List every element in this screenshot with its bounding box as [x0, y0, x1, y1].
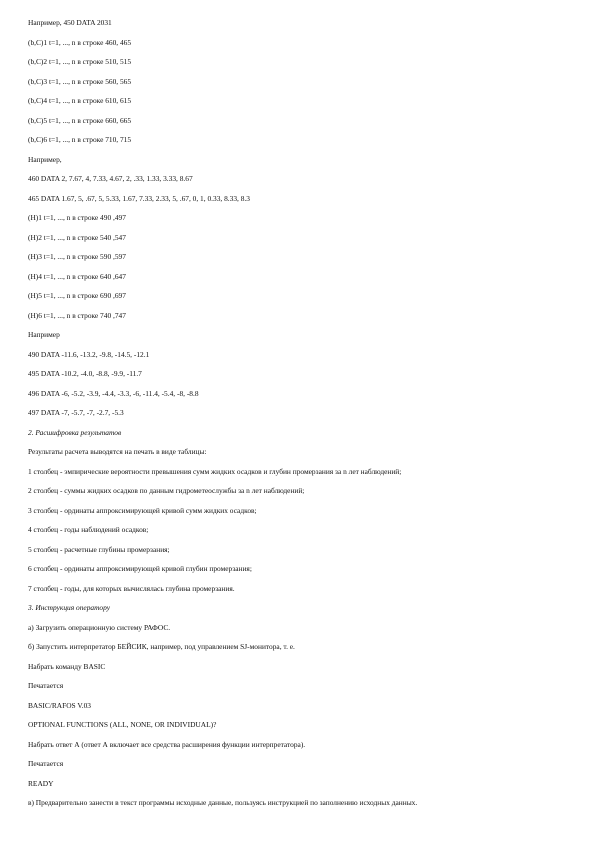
text-line-41: в) Предварительно занести в текст программы исходные данные, пользуясь инструкцией по заполнению исходных данных.: [28, 798, 418, 807]
text-line-13: (Н)3 t=1, ..., n в строке 590 ,597: [28, 252, 126, 261]
text-line-33: б) Запустить интерпретатор БЕЙСИК, например, под управлением SJ-монитора, т. е.: [28, 642, 295, 651]
text-line-11: (Н)1 t=1, ..., n в строке 490 ,497: [28, 213, 126, 222]
text-line-24: 1 столбец - эмпирические вероятности превышения сумм жидких осадков и глубин промерзания за n лет наблюдений;: [28, 466, 402, 476]
text-line-36: BASIC/RAFOS V.03: [28, 700, 91, 710]
text-line-20: 496 DATA -6, -5.2, -3.9, -4.4, -3.3, -6, -11.4, -5.4, -8, -8.8: [28, 388, 199, 398]
text-line-23: Результаты расчета выводятся на печать в виде таблицы:: [28, 447, 207, 456]
text-line-30: 7 столбец - годы, для которых вычислялась глубина промерзания.: [28, 583, 235, 593]
text-line-7: (b,C)6 t=1, ..., n в строке 710, 715: [28, 135, 132, 144]
text-line-3: (b,C)2 t=1, ..., n в строке 510, 515: [28, 57, 132, 66]
text-line-27: 4 столбец - годы наблюдений осадков;: [28, 525, 149, 534]
text-line-34: Набрать команду BASIC: [28, 661, 106, 671]
text-line-17: Например: [28, 330, 60, 339]
text-line-1: Например, 450 DATA 2031: [28, 18, 112, 27]
text-line-8: Например,: [28, 154, 62, 164]
text-line-35: Печатается: [28, 681, 64, 690]
text-line-4: (b,C)3 t=1, ..., n в строке 560, 565: [28, 76, 132, 86]
text-line-38: Набрать ответ А (ответ А включает все средства расширения функции интерпретатора).: [28, 739, 306, 749]
text-line-18: 490 DATA -11.6, -13.2, -9.8, -14.5, -12.1: [28, 349, 150, 359]
text-line-40: READY: [28, 778, 54, 788]
text-line-21: 497 DATA -7, -5.7, -7, -2.7, -5.3: [28, 408, 124, 417]
text-line-2: (b,C)1 t=1, ..., n в строке 460, 465: [28, 37, 132, 47]
text-line-25: 2 столбец - суммы жидких осадков по данным гидрометеослужбы за n лет наблюдений;: [28, 486, 305, 495]
text-line-10: 465 DATA 1.67, 5, .67, 5, 5.33, 1.67, 7.33, 2.33, 5, .67, 0, 1, 0.33, 8.33, 8.3: [28, 193, 250, 203]
text-line-6: (b,C)5 t=1, ..., n в строке 660, 665: [28, 115, 132, 125]
text-line-12: (Н)2 t=1, ..., n в строке 540 ,547: [28, 232, 126, 242]
text-line-16: (Н)6 t=1, ..., n в строке 740 ,747: [28, 310, 126, 320]
text-line-15: (Н)5 t=1, ..., n в строке 690 ,697: [28, 291, 126, 300]
text-line-14: (Н)4 t=1, ..., n в строке 640 ,647: [28, 271, 126, 281]
text-line-26: 3 столбец - ординаты аппроксимирующей кривой сумм жидких осадков;: [28, 505, 257, 515]
text-line-22: 2. Расшифровка результатов: [28, 427, 122, 437]
text-line-28: 5 столбец - расчетные глубины промерзания;: [28, 544, 170, 554]
text-line-37: OPTIONAL FUNCTIONS (ALL, NONE, OR INDIVIDUAL)?: [28, 720, 217, 729]
text-line-9: 460 DATA 2, 7.67, 4, 7.33, 4.67, 2, .33, 1.33, 3.33, 8.67: [28, 174, 193, 183]
text-line-5: (b,C)4 t=1, ..., n в строке 610, 615: [28, 96, 132, 105]
text-line-29: 6 столбец - ординаты аппроксимирующей кривой глубин промерзания;: [28, 564, 252, 573]
text-line-32: а) Загрузить операционную систему РАФОС.: [28, 622, 171, 632]
text-line-31: 3. Инструкция оператору: [28, 603, 110, 612]
text-line-39: Печатается: [28, 759, 64, 768]
text-line-19: 495 DATA -10.2, -4.0, -8.8, -9.9, -11.7: [28, 369, 142, 378]
